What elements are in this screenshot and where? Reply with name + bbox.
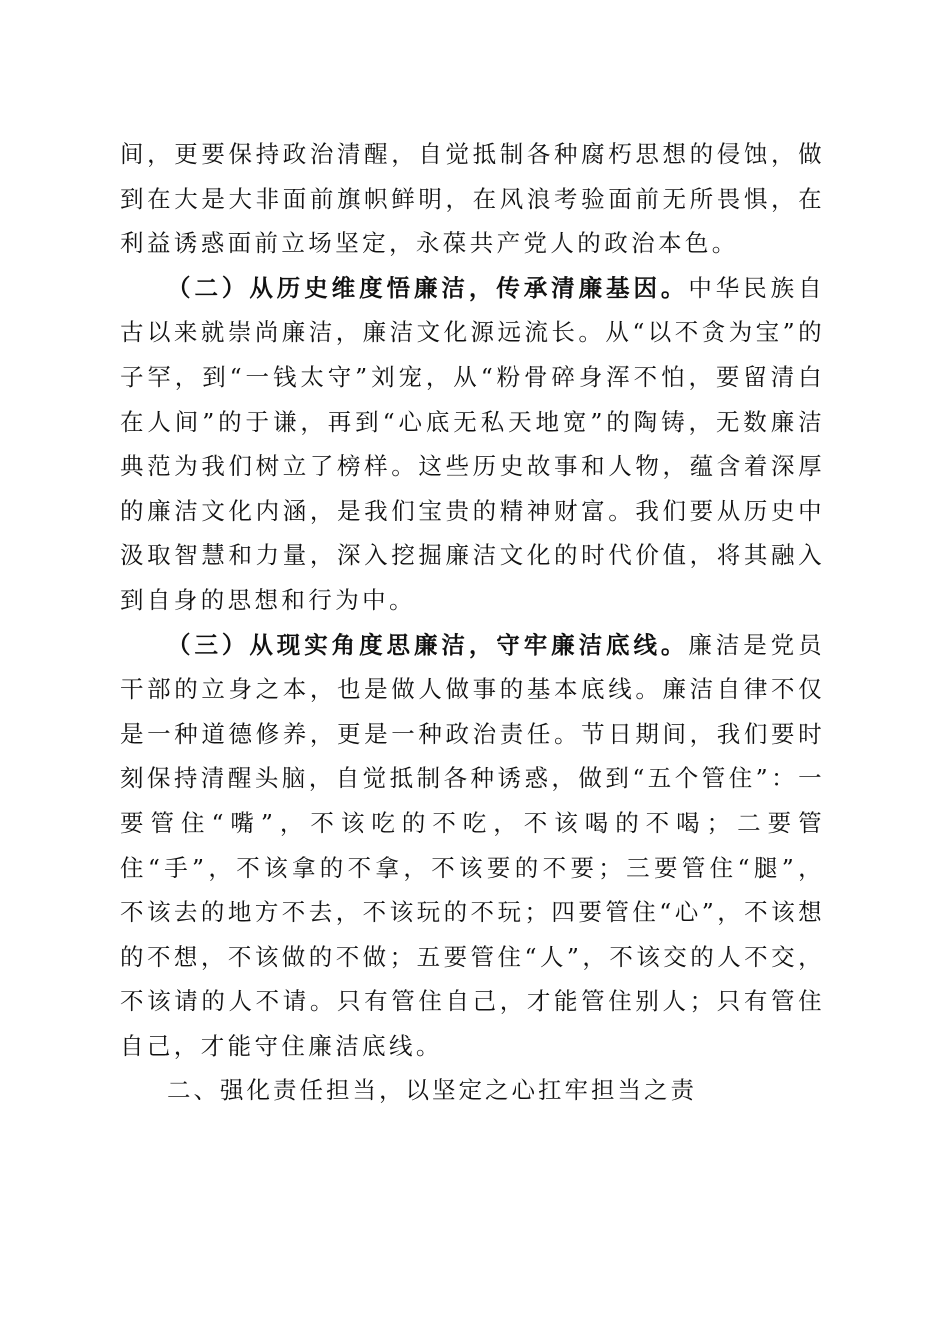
paragraph-text: 廉洁是党员干部的立身之本，也是做人做事的基本底线。廉洁自律不仅是一种道德修养，更是一种政治责任。节日期间，我们要时刻保持清醒头脑，自觉抵制各种诱惑，做到“五个管住”：一要管住“嘴”，不该吃的不吃，不该喝的不喝；二要管住“手”，不该拿的不拿，不该要的不要；三要管住“腿”，不该去的地方不去，不该玩的不玩；四要管住“心”，不该想的不想，不该做的不做；五要管住“人”，不该交的人不交，不该请的人不请。只有管住自己，才能管住别人；只有管住自己，才能守住廉洁底线。 <box>120 630 825 1060</box>
section-heading: 二、强化责任担当，以坚定之心扛牢担当之责 <box>167 1076 697 1105</box>
paragraph-lead-heading: （二）从历史维度悟廉洁，传承清廉基因。 <box>167 273 689 302</box>
paragraph-lead-heading: （三）从现实角度思廉洁，守牢廉洁底线。 <box>167 630 689 659</box>
document-body <box>120 132 825 1113</box>
paragraph-history <box>120 266 825 623</box>
paragraph-reality <box>120 623 825 1069</box>
paragraph-text: 间，更要保持政治清醒，自觉抵制各种腐朽思想的侵蚀，做到在大是大非面前旗帜鲜明，在风浪考验面前无所畏惧，在利益诱惑面前立场坚定，永葆共产党人的政治本色。 <box>120 140 825 258</box>
paragraph-continuation <box>120 132 825 266</box>
paragraph-text: 中华民族自古以来就崇尚廉洁，廉洁文化源远流长。从“以不贪为宝”的子罕，到“一钱太守”刘宠，从“粉骨碎身浑不怕，要留清白在人间”的于谦，再到“心底无私天地宽”的陶铸，无数廉洁典范为我们树立了榜样。这些历史故事和人物，蕴含着深厚的廉洁文化内涵，是我们宝贵的精神财富。我们要从历史中汲取智慧和力量，深入挖掘廉洁文化的时代价值，将其融入到自身的思想和行为中。 <box>120 273 825 614</box>
